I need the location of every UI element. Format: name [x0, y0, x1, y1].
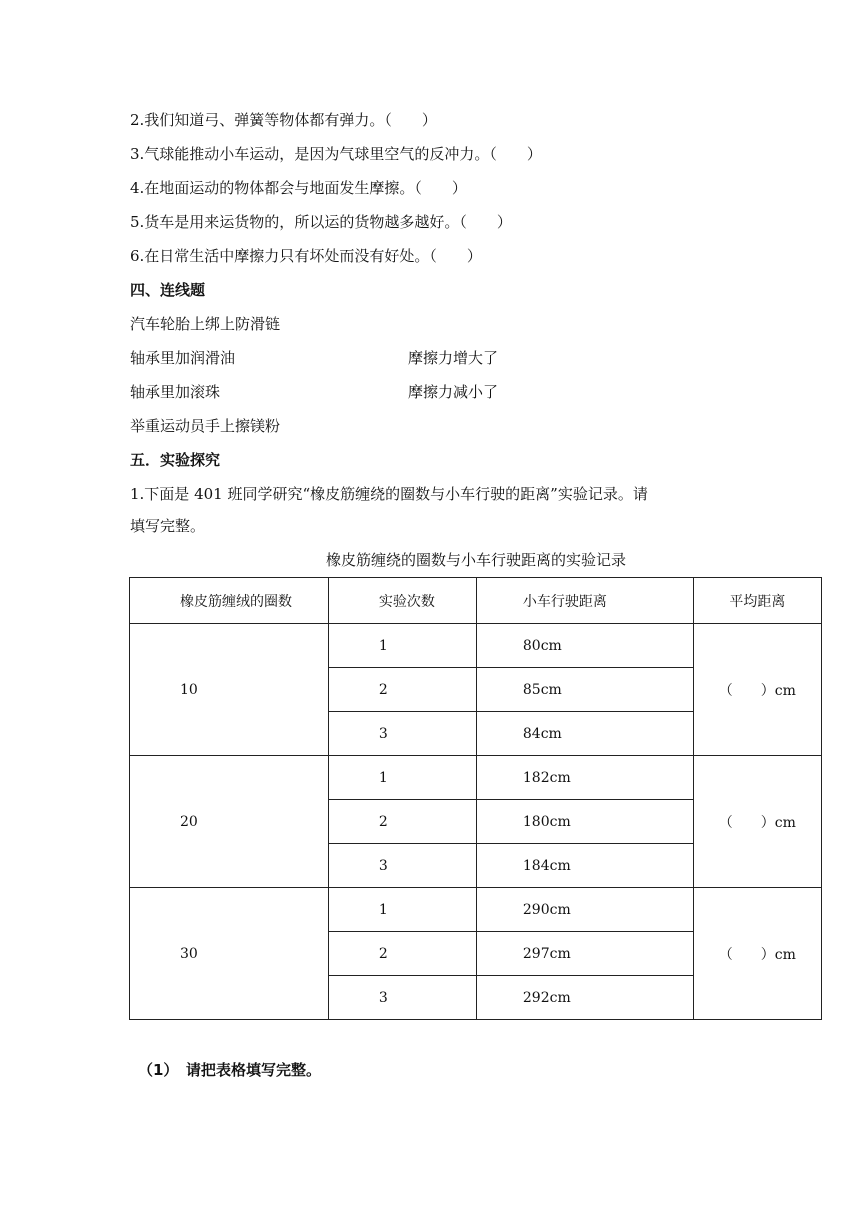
trial-cell: 1	[328, 888, 476, 932]
trial-cell: 3	[328, 712, 476, 756]
header-trials: 实验次数	[328, 578, 476, 624]
header-average: 平均距离	[693, 578, 821, 624]
sub-question-1: （1） 请把表格填写完整。	[138, 1061, 321, 1079]
trial-cell: 2	[328, 668, 476, 712]
match-left-4: 举重运动员手上擦镁粉	[130, 417, 281, 435]
distance-cell: 297cm	[476, 932, 693, 976]
table-caption: 橡皮筋缠绕的圈数与小车行驶距离的实验记录	[325, 551, 626, 569]
distance-cell: 292cm	[476, 976, 693, 1020]
average-blank[interactable]: （ ）cm	[693, 756, 821, 888]
judge-item-5: 5.货车是用来运货物的，所以运的货物越多越好。（ ）	[130, 213, 512, 231]
match-left-2: 轴承里加润滑油	[130, 349, 236, 367]
section5-title: 五．实验探究	[130, 451, 221, 469]
match-left-3: 轴承里加滚珠	[130, 383, 221, 401]
distance-cell: 84cm	[476, 712, 693, 756]
distance-cell: 180cm	[476, 800, 693, 844]
experiment-record-table	[129, 577, 822, 1020]
question-1-line1: 1.下面是 401 班同学研究“橡皮筋缠绕的圈数与小车行驶的距离”实验记录。请	[130, 485, 648, 503]
match-left-1: 汽车轮胎上绑上防滑链	[130, 315, 281, 333]
table-row	[130, 888, 822, 932]
question-1-line2: 填写完整。	[130, 517, 206, 535]
trial-cell: 2	[328, 800, 476, 844]
distance-cell: 182cm	[476, 756, 693, 800]
trial-cell: 1	[328, 756, 476, 800]
match-right-1: 摩擦力增大了	[408, 349, 499, 367]
table-header-row	[130, 578, 822, 624]
match-right-2: 摩擦力减小了	[408, 383, 499, 401]
distance-cell: 184cm	[476, 844, 693, 888]
header-distance: 小车行驶距离	[476, 578, 693, 624]
turns-cell: 10	[130, 624, 329, 756]
table-row	[130, 756, 822, 800]
turns-cell: 20	[130, 756, 329, 888]
judge-item-6: 6.在日常生活中摩擦力只有坏处而没有好处。（ ）	[130, 247, 482, 265]
judge-item-2: 2.我们知道弓、弹簧等物体都有弹力。（ ）	[130, 111, 437, 129]
average-blank[interactable]: （ ）cm	[693, 888, 821, 1020]
trial-cell: 3	[328, 976, 476, 1020]
trial-cell: 2	[328, 932, 476, 976]
turns-cell: 30	[130, 888, 329, 1020]
distance-cell: 290cm	[476, 888, 693, 932]
table-row	[130, 624, 822, 668]
judge-item-4: 4.在地面运动的物体都会与地面发生摩擦。（ ）	[130, 179, 467, 197]
trial-cell: 1	[328, 624, 476, 668]
header-turns: 橡皮筋缠绒的圈数	[130, 578, 329, 624]
distance-cell: 80cm	[476, 624, 693, 668]
section4-title: 四、连线题	[130, 281, 206, 299]
distance-cell: 85cm	[476, 668, 693, 712]
trial-cell: 3	[328, 844, 476, 888]
average-blank[interactable]: （ ）cm	[693, 624, 821, 756]
judge-item-3: 3.气球能推动小车运动，是因为气球里空气的反冲力。（ ）	[130, 145, 542, 163]
